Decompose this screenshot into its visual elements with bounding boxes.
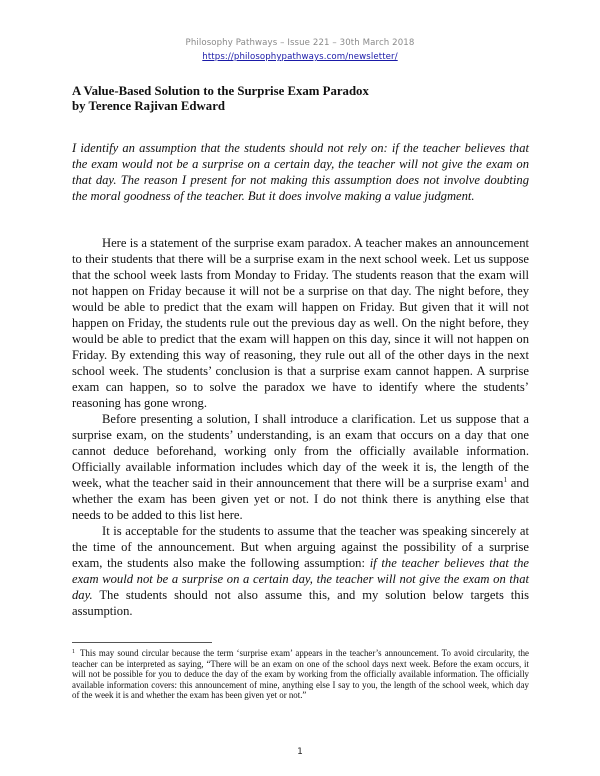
footnote-text: This may sound circular because the term ‘surprise exam’ appears in the teacher’s announcement. To avoid circularity, the teacher can be interpreted as saying, “There will be an exam on one of the school days next week. Before the exam occurs, it will not be possible for you to deduce the day of the exam by working from the officially available information. The officially available information covers: this announcement of mine, anything else I say to you, the length of the school week, which day of the week it is and whether the exam has been given yet or not.” xyxy=(72,648,529,701)
article-byline: by Terence Rajivan Edward xyxy=(72,99,225,113)
footnote-divider xyxy=(72,642,212,643)
body-paragraph-3 xyxy=(72,523,529,619)
abstract: I identify an assumption that the students should not rely on: if the teacher believes that the exam would not be a surprise on a certain day, the teacher will not give the exam on that day. The reason I present for not making this assumption does not involve doubting the moral goodness of the teacher. But it does involve making a value judgment. xyxy=(72,141,529,203)
body-paragraph-1: Here is a statement of the surprise exam paradox. A teacher makes an announcement to their students that there will be a surprise exam in the next school week. Let us suppose that the school week lasts from Monday to Friday. The students reason that the exam will not happen on Friday because it will not be a surprise on that day. The night before, they would be able to predict that the exam will happen on Friday. But given that it will not happen on Friday, the students rule out the previous day as well. On the night before, they would be able to predict that the exam will happen on this day, since it will not happen on Friday. By extending this way of reasoning, they rule out all of the other days in the next school week. The students’ conclusion is that a surprise exam cannot happen. A surprise exam can happen, so to solve the paradox we have to identify where the students’ reasoning has gone wrong. xyxy=(72,236,529,410)
p2-text-start: Before presenting a solution, I shall introduce a clarification. Let us suppose that a surprise exam, on the students’ understanding, is an exam that occurs on a day that one cannot deduce beforehand, working only from the officially available information. Officially available information includes which day of the week it is, the length of the week, what the teacher said in their announcement that there will be a surprise exam xyxy=(72,412,529,490)
p3-text-end: The students should not also assume this, and my solution below targets this assumption. xyxy=(72,588,529,618)
body-paragraph-2 xyxy=(72,411,529,523)
p3-italic-assumption: if the teacher believes that the exam would not be a surprise on a certain day, the teacher will not give the exam on that day. xyxy=(72,556,529,602)
page-number: 1 xyxy=(297,747,303,757)
article-body xyxy=(72,235,529,619)
p2-text-end: and whether the exam has been given yet or not. I do not think there is anything else that needs to be added to this list here. xyxy=(72,476,529,522)
running-header: Philosophy Pathways – Issue 221 – 30th March 2018 xyxy=(185,38,415,48)
newsletter-link[interactable]: https://philosophypathways.com/newsletter/ xyxy=(202,52,398,62)
footnote-ref[interactable]: 1 xyxy=(503,475,508,484)
footnote xyxy=(72,648,529,701)
article-title: A Value-Based Solution to the Surprise Exam Paradox xyxy=(72,84,369,98)
p3-text-start: It is acceptable for the students to assume that the teacher was speaking sincerely at the time of the announcement. But when arguing against the possibility of a surprise exam, the students also make the following assumption: xyxy=(72,524,529,570)
footnote-marker: 1 xyxy=(72,649,75,655)
